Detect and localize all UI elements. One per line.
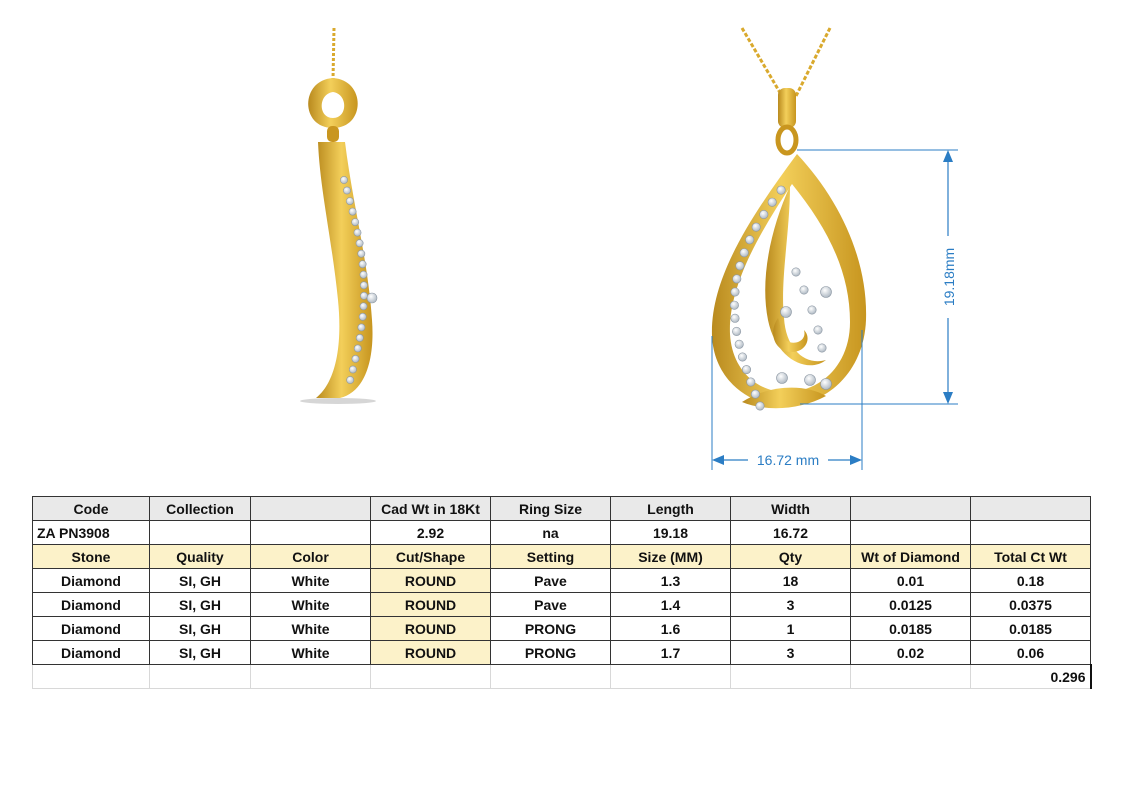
diamond-stone (360, 303, 367, 310)
diamond-stone (347, 376, 354, 383)
height-arrow-top (943, 150, 953, 162)
cut-shape-cell: ROUND (371, 641, 491, 665)
diamond-stone (731, 314, 739, 322)
size-cell: 1.6 (611, 617, 731, 641)
width-label: 16.72 mm (756, 452, 820, 468)
header-blank (251, 497, 371, 521)
diamond-stone (360, 282, 367, 289)
diamond-stone (746, 236, 754, 244)
header-code: Code (33, 497, 150, 521)
total-empty (611, 665, 731, 689)
diamond-stone (805, 375, 816, 386)
diamond-stone (740, 249, 748, 257)
info-row (33, 521, 1091, 545)
diamond-stone (730, 301, 738, 309)
diamond-stone (808, 306, 816, 314)
info-code: ZA PN3908 (33, 521, 150, 545)
shadow-side (300, 398, 376, 404)
diamond-stone (349, 208, 356, 215)
wt-cell: 0.01 (851, 569, 971, 593)
diamond-stone (735, 340, 743, 348)
pendant-front-view (712, 28, 958, 470)
total-cell: 0.0375 (971, 593, 1091, 617)
quality-cell: SI, GH (150, 593, 251, 617)
stone-row (33, 641, 1091, 665)
col-stone: Stone (33, 545, 150, 569)
diamond-stone (354, 345, 361, 352)
chain-side (333, 28, 334, 80)
info-empty (851, 521, 971, 545)
diamond-stone (354, 229, 361, 236)
info-width: 16.72 (731, 521, 851, 545)
diamond-stone (359, 261, 366, 268)
diamond-stone (340, 176, 347, 183)
diamond-stone (349, 366, 356, 373)
diamond-stone (358, 250, 365, 257)
chain-front-left (742, 28, 782, 96)
stone-cell: Diamond (33, 617, 150, 641)
total-empty (33, 665, 150, 689)
col-color: Color (251, 545, 371, 569)
setting-cell: PRONG (491, 617, 611, 641)
header-empty (971, 497, 1091, 521)
cut-shape-cell: ROUND (371, 593, 491, 617)
info-collection (150, 521, 251, 545)
height-label: 19.18mm (941, 247, 957, 307)
jump-ring-side (327, 126, 339, 142)
cut-shape-cell: ROUND (371, 569, 491, 593)
setting-cell: Pave (491, 593, 611, 617)
diamond-stone (736, 262, 744, 270)
diamond-stone (777, 186, 785, 194)
diamond-stone (343, 187, 350, 194)
stone-header-row (33, 545, 1091, 569)
diamond-stone (356, 334, 363, 341)
header-collection: Collection (150, 497, 251, 521)
size-cell: 1.7 (611, 641, 731, 665)
header-row (33, 497, 1091, 521)
total-empty (491, 665, 611, 689)
bail-front (778, 88, 796, 128)
quality-cell: SI, GH (150, 617, 251, 641)
total-empty (371, 665, 491, 689)
diamond-stone (731, 288, 739, 296)
quality-cell: SI, GH (150, 569, 251, 593)
chain-front-right (796, 28, 830, 96)
col-qty: Qty (731, 545, 851, 569)
stone-cell: Diamond (33, 593, 150, 617)
diamond-stone (360, 271, 367, 278)
setting-cell: Pave (491, 569, 611, 593)
col-size-mm: Size (MM) (611, 545, 731, 569)
qty-cell: 3 (731, 593, 851, 617)
qty-cell: 1 (731, 617, 851, 641)
diamond-stone (732, 327, 740, 335)
total-cell: 0.06 (971, 641, 1091, 665)
diamond-stone (352, 219, 359, 226)
diamond-stone (821, 379, 832, 390)
diamond-stone (800, 286, 808, 294)
col-total-ct-wt: Total Ct Wt (971, 545, 1091, 569)
wt-cell: 0.0185 (851, 617, 971, 641)
color-cell: White (251, 569, 371, 593)
stone-cell: Diamond (33, 641, 150, 665)
diamond-stone (359, 313, 366, 320)
pendant-side-view (300, 28, 377, 404)
header-cad-wt: Cad Wt in 18Kt (371, 497, 491, 521)
cut-shape-cell: ROUND (371, 617, 491, 641)
col-quality: Quality (150, 545, 251, 569)
total-ct-wt-sum: 0.296 (971, 665, 1091, 689)
color-cell: White (251, 617, 371, 641)
setting-cell: PRONG (491, 641, 611, 665)
width-arrow-left (712, 455, 724, 465)
header-width: Width (731, 497, 851, 521)
total-empty (150, 665, 251, 689)
diamond-stone (792, 268, 800, 276)
info-empty (971, 521, 1091, 545)
wt-cell: 0.0125 (851, 593, 971, 617)
total-cell: 0.0185 (971, 617, 1091, 641)
diamond-stone (360, 292, 367, 299)
size-cell: 1.4 (611, 593, 731, 617)
header-ring-size: Ring Size (491, 497, 611, 521)
jump-ring-front (778, 127, 796, 153)
stone-row (33, 617, 1091, 641)
diamond-stone (352, 355, 359, 362)
diamond-stone (751, 390, 759, 398)
header-empty (851, 497, 971, 521)
color-cell: White (251, 641, 371, 665)
col-cut-shape: Cut/Shape (371, 545, 491, 569)
diamond-stone (358, 324, 365, 331)
info-length: 19.18 (611, 521, 731, 545)
total-empty (851, 665, 971, 689)
diamond-stone (747, 378, 755, 386)
diamond-stone (768, 198, 776, 206)
info-blank (251, 521, 371, 545)
info-ring-size: na (491, 521, 611, 545)
wt-cell: 0.02 (851, 641, 971, 665)
size-cell: 1.3 (611, 569, 731, 593)
color-cell: White (251, 593, 371, 617)
diamond-stone (756, 402, 764, 410)
info-cad-wt: 2.92 (371, 521, 491, 545)
stone-row (33, 593, 1091, 617)
height-arrow-bottom (943, 392, 953, 404)
spec-table (32, 496, 1092, 689)
diamond-stone (752, 223, 760, 231)
col-wt-of-diamond: Wt of Diamond (851, 545, 971, 569)
diamond-stone (821, 287, 832, 298)
inner-curl (773, 318, 807, 352)
stone-row (33, 569, 1091, 593)
col-setting: Setting (491, 545, 611, 569)
diamond-stone (733, 275, 741, 283)
total-row (33, 665, 1091, 689)
quality-cell: SI, GH (150, 641, 251, 665)
stone-cell: Diamond (33, 569, 150, 593)
diamond-stone (814, 326, 822, 334)
width-arrow-right (850, 455, 862, 465)
qty-cell: 3 (731, 641, 851, 665)
diamond-stone (356, 240, 363, 247)
total-empty (731, 665, 851, 689)
total-cell: 0.18 (971, 569, 1091, 593)
qty-cell: 18 (731, 569, 851, 593)
diamond-stone (760, 210, 768, 218)
diamond-stone (777, 373, 788, 384)
diamond-stone (367, 293, 377, 303)
diamond-stone (738, 353, 746, 361)
diamond-stone (818, 344, 826, 352)
bail-side (308, 78, 358, 128)
header-length: Length (611, 497, 731, 521)
diamond-stone (781, 307, 792, 318)
diamond-stone (346, 198, 353, 205)
total-empty (251, 665, 371, 689)
diamond-stone (742, 365, 750, 373)
